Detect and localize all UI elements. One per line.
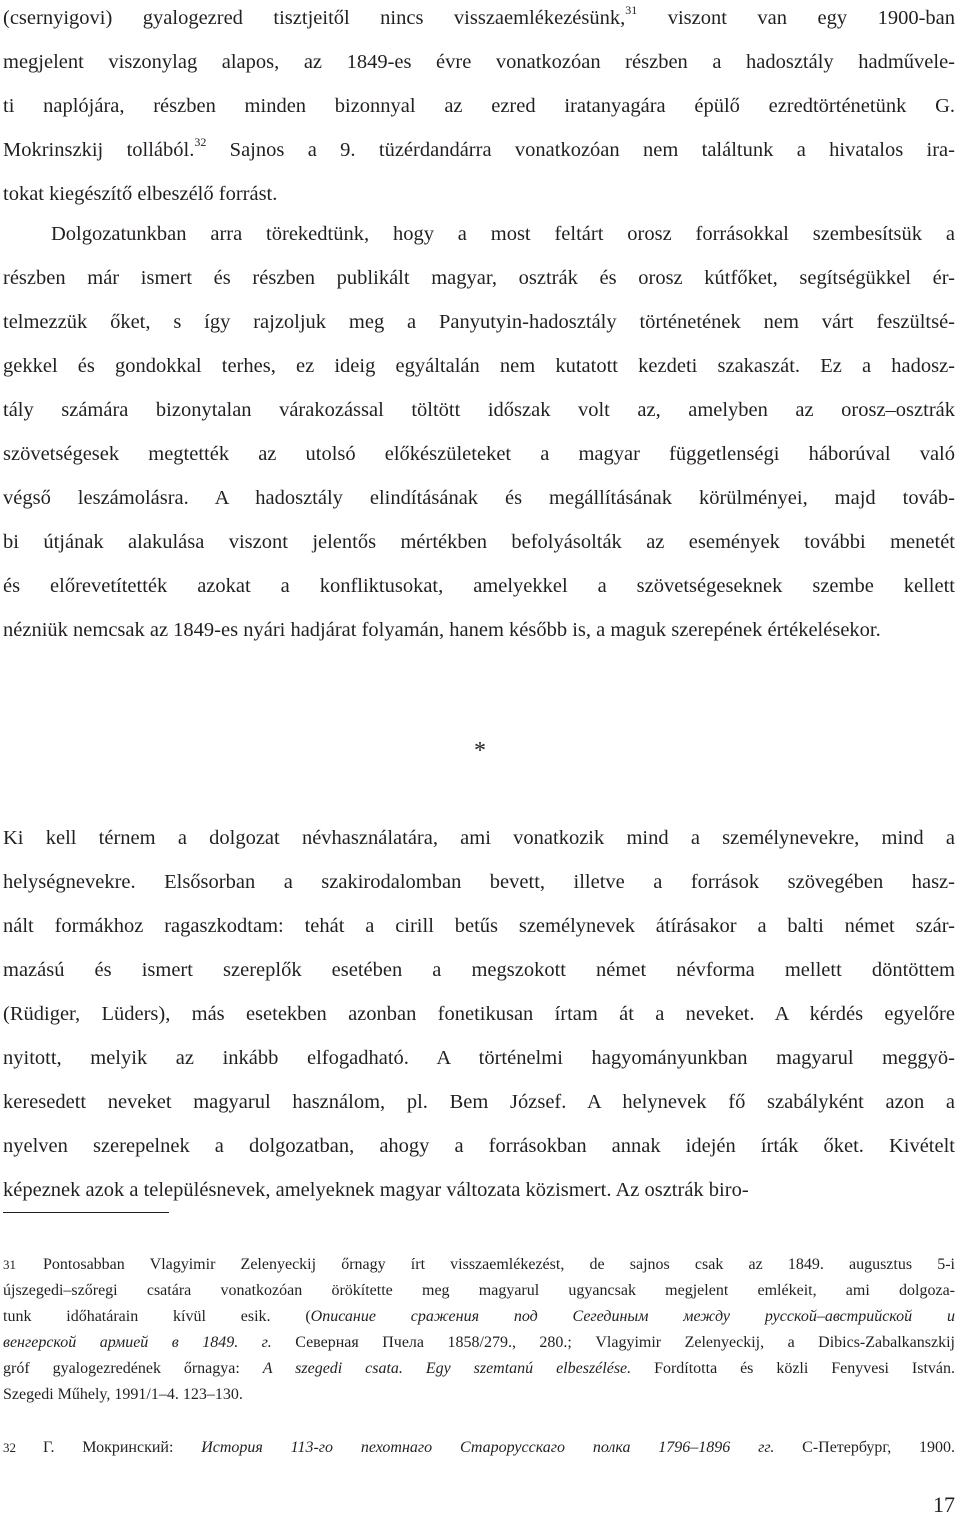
text-line: Ki kell térnem a dolgozat névhasználatára, ami vonatkozik mind a személynevekre, mind a [3,827,955,849]
text-line: ti naplójára, részben minden bizonnyal az ezred iratanyagára épülő ezredtörténetünk G. [3,95,955,117]
footnote-text: Fordította és közli Fenyvesi István. [631,1360,955,1377]
text-line: nézniük nemcsak az 1849-es nyári hadjárat folyamán, hanem később is, a maguk szerepének [3,619,763,641]
text-line: bi útjának alakulása viszont jelentős mértékben befolyásolták az események további menetét [3,531,955,553]
footnote-line [3,1304,955,1330]
footnote-32 [3,1435,955,1461]
text-line [3,135,955,161]
footnote-title-italic: Описание сражения под Сегединым между русской–австрийской и [310,1308,956,1325]
footnote-text: Pontosabban Vlagyimir Zelenyeckij őrnagy írt visszaemlékezést, de sajnos csak az 1849. augusztus 5-i [43,1256,955,1273]
text-line: részben már ismert és részben publikált magyar, osztrák és orosz kútfőket, segítségükkel ér- [3,267,955,289]
footnote-title-italic: A szegedi csata. Egy szemtanú elbeszélése. [262,1360,632,1377]
text-line: és előrevetítették azokat a konfliktusokat, amelyekkel a szövetségeseknek szembe kellett [3,575,955,597]
text-line: keresedett neveket magyarul használom, pl. Bem József. A helynevek fő szabályként azon a [3,1091,955,1113]
paragraph-3 [3,816,955,1212]
text-line: megjelent viszonylag alapos, az 1849-es évre vonatkozóan részben a hadosztály hadművele- [3,51,955,73]
text-line: értékelésekor. [767,619,881,641]
text-line: nált formákhoz ragaszkodtam: tehát a cirill betűs személynevek átírásakor a balti német szár- [3,915,955,937]
footnote-text: Г. Мокринский: [43,1439,202,1456]
text-segment: viszont van egy 1900-ban [637,7,955,29]
footnote-text: tunk időhatárain kívül esik. ( [3,1308,311,1325]
text-segment: Mokrinszkij tollából. [3,139,195,161]
text-line: nyitott, melyik az inkább elfogadható. A történelmi hagyományunkban magyarul meggyö- [3,1047,955,1069]
footnote-line: újszegedi–szőregi csatára vonatkozóan örökítette meg magyarul ugyancsak megjelent emlékeit, ami dolgoza- [3,1282,955,1299]
text-segment: Sajnos a 9. tüzérdandárra vonatkozóan nem találtunk a hivatalos ira- [206,139,955,161]
footnote-line [3,1356,955,1382]
footnote-divider [3,1212,169,1213]
text-line [3,3,955,29]
text-line: képeznek azok a településnevek, amelyeknek magyar változata közismert. Az osztrák biro- [3,1179,749,1201]
text-line: Dolgozatunkban arra törekedtünk, hogy a most feltárt orosz forrásokkal szembesítsük a [51,223,955,245]
page-number: 17 [933,1492,955,1517]
text-line: végső leszámolásra. A hadosztály elindításának és megállításának körülményei, majd továb- [3,487,955,509]
footnote-ref-31[interactable]: 31 [625,3,638,18]
footnote-number: 31 [3,1257,16,1272]
paragraph-2 [3,212,955,652]
footnote-text: С-Петербург, 1900. [774,1439,955,1456]
paragraph-1 [3,0,955,216]
footnote-number: 32 [3,1440,16,1455]
footnote-title-italic: История 113-го пехотнаго Старорусскаго полка 1796–1896 гг. [201,1439,775,1456]
footnote-line: Szegedi Műhely, 1991/1–4. 123–130. [3,1386,243,1403]
footnote-31 [3,1252,955,1408]
footnote-title-italic: венгерской армией в 1849. г. [3,1334,272,1351]
text-line: gekkel és gondokkal terhes, ez ideig egyáltalán nem kutatott kezdeti szakaszát. Ez a hadosz- [3,355,955,377]
text-line: szövetségesek megtették az utolsó előkészületeket a magyar függetlenségi háborúval való [3,443,955,465]
footnote-text: gróf gyalogezredének őrnagya: [3,1360,263,1377]
footnote-line [3,1330,955,1356]
section-separator: * [474,738,486,764]
text-line: (Rüdiger, Lüders), más esetekben azonban fonetikusan írtam át a neveket. A kérdés egyelőre [3,1003,955,1025]
text-line: nyelven szerepelnek a dolgozatban, ahogy a forrásokban annak idején írták őket. Kivételt [3,1135,955,1157]
text-line: tokat kiegészítő elbeszélő forrást. [3,183,278,205]
footnote-text: Северная Пчела 1858/279., 280.; Vlagyimir Zelenyeckij, a Dibics-Zabalkanszkij [271,1334,956,1351]
text-line: mazású és ismert szereplők esetében a megszokott német névforma mellett döntöttem [3,959,955,981]
text-line: tály számára bizonytalan várakozással töltött időszak volt az, amelyben az orosz–osztrák [3,399,955,421]
footnote-line [3,1435,955,1461]
footnote-line [3,1252,955,1278]
footnote-ref-32[interactable]: 32 [194,135,207,150]
text-line: helységnevekre. Elsősorban a szakirodalomban bevett, illetve a források szövegében hasz- [3,871,955,893]
text-segment: (csernyigovi) gyalogezred tisztjeitől nincs visszaemlékezésünk, [3,7,626,29]
text-line: telmezzük őket, s így rajzoljuk meg a Panyutyin-hadosztály történetének nem várt feszültsé- [3,311,955,333]
